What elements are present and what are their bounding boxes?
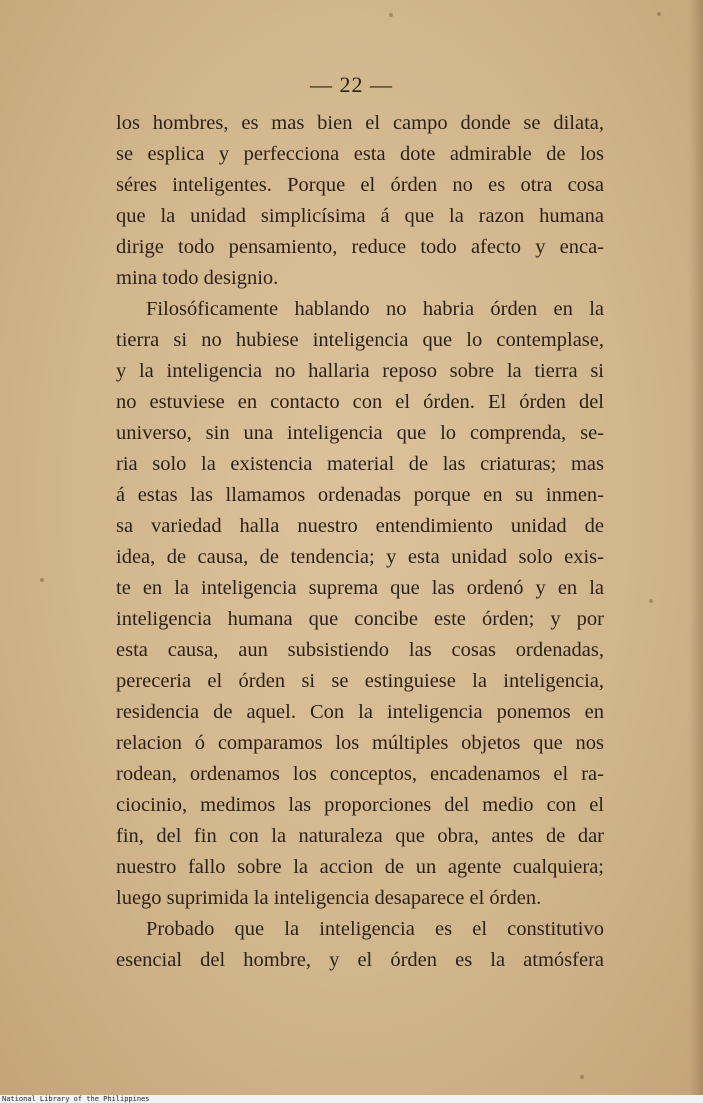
- text-line: rodean, ordenamos los conceptos, encadenamos el ra-: [116, 763, 604, 785]
- text-line: Probado que la inteligencia es el constitutivo: [146, 918, 604, 940]
- text-line: universo, sin una inteligencia que lo comprenda, se-: [116, 422, 604, 444]
- body-text: [116, 108, 604, 976]
- text-line: y la inteligencia no hallaria reposo sobre la tierra si: [116, 360, 604, 382]
- text-line: ria solo la existencia material de las criaturas; mas: [116, 453, 604, 475]
- text-line: ciocinio, medimos las proporciones del medio con el: [116, 794, 604, 816]
- text-line: no estuviese en contacto con el órden. El órden del: [116, 391, 604, 413]
- text-line: esencial del hombre, y el órden es la atmósfera: [116, 949, 604, 971]
- page-edge-shadow: [689, 0, 703, 1095]
- library-credit: National Library of the Philippines: [2, 1095, 150, 1103]
- text-line: fin, del fin con la naturaleza que obra, antes de dar: [116, 825, 604, 847]
- text-line: esta causa, aun subsistiendo las cosas ordenadas,: [116, 639, 604, 661]
- text-line: pereceria el órden si se estinguiese la inteligencia,: [116, 670, 604, 692]
- paper-speck: [649, 599, 653, 603]
- text-line: que la unidad simplicísima á que la razon humana: [116, 205, 604, 227]
- text-line: los hombres, es mas bien el campo donde se dilata,: [116, 112, 604, 134]
- text-line: se esplica y perfecciona esta dote admirable de los: [116, 143, 604, 165]
- text-line: mina todo designio.: [116, 267, 279, 289]
- text-line: inteligencia humana que concibe este órden; y por: [116, 608, 604, 630]
- text-line: nuestro fallo sobre la accion de un agente cualquiera;: [116, 856, 604, 878]
- text-line: á estas las llamamos ordenadas porque en su inmen-: [116, 484, 604, 506]
- text-line: relacion ó comparamos los múltiples objetos que nos: [116, 732, 604, 754]
- paper-speck: [389, 13, 393, 17]
- text-line: tierra si no hubiese inteligencia que lo contemplase,: [116, 329, 604, 351]
- text-line: séres inteligentes. Porque el órden no es otra cosa: [116, 174, 604, 196]
- text-line: sa variedad halla nuestro entendimiento unidad de: [116, 515, 604, 537]
- text-line: residencia de aquel. Con la inteligencia ponemos en: [116, 701, 604, 723]
- text-line: te en la inteligencia suprema que las ordenó y en la: [116, 577, 604, 599]
- paper-speck: [657, 12, 661, 16]
- text-line: dirige todo pensamiento, reduce todo afecto y enca-: [116, 236, 604, 258]
- page-number: — 22 —: [310, 72, 393, 97]
- text-line: idea, de causa, de tendencia; y esta unidad solo exis-: [116, 546, 604, 568]
- text-line: Filosóficamente hablando no habria órden en la: [146, 298, 604, 320]
- text-line: luego suprimida la inteligencia desaparece el órden.: [116, 887, 542, 909]
- paper-speck: [580, 1075, 584, 1079]
- paper-speck: [40, 578, 44, 582]
